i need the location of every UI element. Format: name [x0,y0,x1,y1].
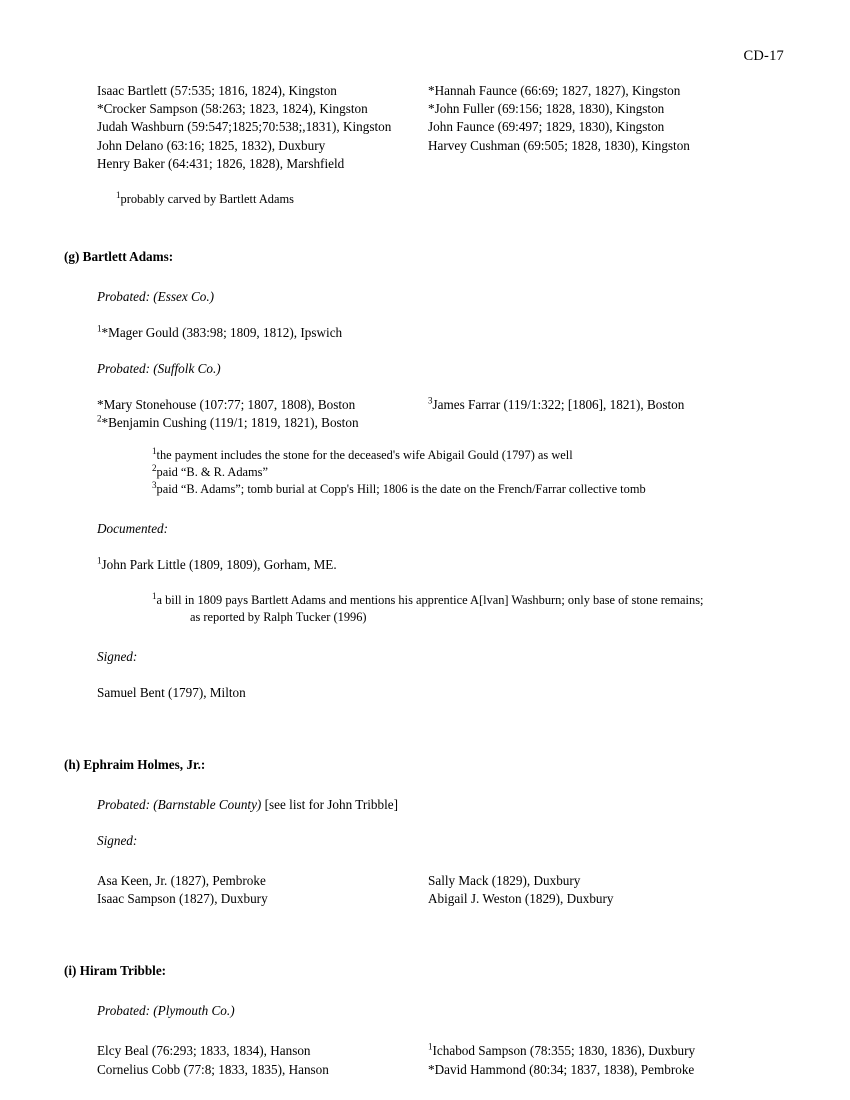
footnote [152,592,786,626]
list-item [428,396,786,414]
list-item: Harvey Cushman (69:505; 1828, 1830), Kingston [428,137,690,153]
footnote-marker: 1 [116,189,121,200]
footnote-continuation: as reported by Ralph Tucker (1996) [190,609,367,624]
entry-text: James Farrar (119/1:322; [1806], 1821), Boston [432,397,685,413]
section-heading-g: (g) Bartlett Adams: [64,249,174,265]
probated-row [64,1061,786,1079]
footnote [116,191,786,208]
list-item: *John Fuller (69:156; 1828, 1830), Kingston [428,101,665,117]
probated-left [64,1061,428,1079]
subheading-probated-barnstable [97,796,786,814]
footnote-marker: 1 [152,445,157,456]
list-item: Abigail J. Weston (1829), Duxbury [428,891,614,907]
section-heading-h: (h) Ephraim Holmes, Jr.: [64,757,206,773]
subheading-probated-essex: Probated: (Essex Co.) [97,289,215,305]
entry-marker: 3 [428,395,433,406]
probated-row [64,1042,786,1060]
footnote-marker: 2 [152,462,157,473]
subheading-signed: Signed: [97,648,138,664]
probated-right [428,1042,786,1060]
top-list-right-column [428,82,786,173]
list-item [428,1042,786,1060]
footnote [152,464,786,481]
list-item: Judah Washburn (59:547;1825;70:538;,1831), Kingston [97,119,392,135]
footnote-text: a bill in 1809 pays Bartlett Adams and mentions his apprentice A[lvan] Washburn; only base of stone remains; [156,592,704,607]
section-heading-i: (i) Hiram Tribble: [64,963,167,979]
list-item: Henry Baker (64:431; 1826, 1828), Marshfield [97,155,345,171]
list-item [97,414,786,432]
signed-row [64,890,786,908]
document-body [64,82,786,1079]
list-item: *Mary Stonehouse (107:77; 1807, 1808), Boston [97,397,356,413]
footnote-marker: 1 [152,590,157,601]
list-item: Sally Mack (1829), Duxbury [428,873,581,889]
entry-text: Ichabod Sampson (78:355; 1830, 1836), Duxbury [432,1043,696,1059]
list-item [97,556,786,574]
entry-text: *Benjamin Cushing (119/1; 1819, 1821), Boston [101,415,359,431]
suffolk-right [428,396,786,414]
subheading-probated-suffolk: Probated: (Suffolk Co.) [97,361,221,377]
signed-left [64,890,428,908]
top-list-left-column [64,82,428,173]
signed-right [428,872,786,890]
list-item: Cornelius Cobb (77:8; 1833, 1835), Hanson [97,1061,329,1077]
top-list [64,82,786,173]
footnote-text: the payment includes the stone for the deceased's wife Abigail Gould (1797) as well [156,447,573,462]
footnote-text: probably carved by Bartlett Adams [120,192,294,207]
entry-marker: 1 [97,323,102,334]
list-item: John Delano (63:16; 1825, 1832), Duxbury [97,137,326,153]
signed-row [64,872,786,890]
signed-right [428,890,786,908]
footnote-text: paid “B. Adams”; tomb burial at Copp's Hill; 1806 is the date on the French/Farrar collective tomb [156,481,646,496]
entry-marker: 1 [428,1042,433,1053]
suffolk-entry-row [64,396,786,414]
signed-left [64,872,428,890]
list-item: John Faunce (69:497; 1829, 1830), Kingston [428,119,665,135]
list-item: Elcy Beal (76:293; 1833, 1834), Hanson [97,1043,311,1059]
probated-right [428,1061,786,1079]
list-item: *David Hammond (80:34; 1837, 1838), Pembroke [428,1061,695,1077]
entry-marker: 1 [97,555,102,566]
list-item: Isaac Sampson (1827), Duxbury [97,891,268,907]
list-item [97,324,786,342]
subheading-italic-part: Probated: (Barnstable County) [97,797,262,813]
subheading-signed: Signed: [97,833,138,849]
list-item: *Crocker Sampson (58:263; 1823, 1824), Kingston [97,101,368,117]
entry-text: John Park Little (1809, 1809), Gorham, ME. [101,556,337,572]
list-item: Samuel Bent (1797), Milton [97,684,246,700]
footnote [152,447,786,464]
list-item: Asa Keen, Jr. (1827), Pembroke [97,873,266,889]
suffolk-left [64,396,428,414]
footnote [152,481,786,498]
entry-text: *Mager Gould (383:98; 1809, 1812), Ipswich [101,325,343,341]
subheading-plain-part: [see list for John Tribble] [261,797,398,813]
subheading-documented: Documented: [97,520,169,536]
probated-left [64,1042,428,1060]
subheading-probated-plymouth: Probated: (Plymouth Co.) [97,1003,235,1019]
list-item: Isaac Bartlett (57:535; 1816, 1824), Kingston [97,83,337,98]
footnote-text: paid “B. & R. Adams” [156,464,269,479]
entry-marker: 2 [97,414,102,425]
list-item: *Hannah Faunce (66:69; 1827, 1827), Kingston [428,83,681,98]
page-header: CD-17 [743,48,784,64]
footnote-marker: 3 [152,479,157,490]
